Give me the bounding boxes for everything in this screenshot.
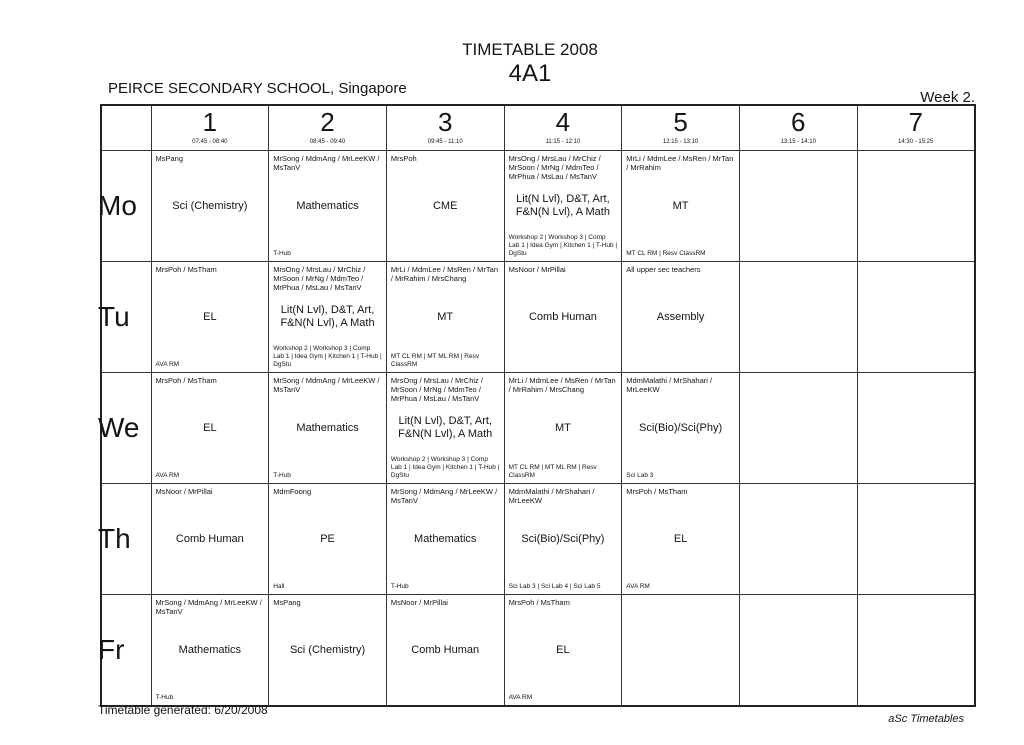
lesson-cell-body [387,595,504,705]
lesson-subject: PE [320,532,335,545]
period-number: 2 [320,107,335,137]
lesson-cell-body [622,373,739,483]
period-number: 3 [437,107,453,137]
lesson-room: T-Hub [273,472,291,479]
lesson-subject: MT [554,421,571,434]
lesson-cell-body [387,484,504,594]
day-row [101,262,975,373]
period-number: 4 [555,107,571,137]
period-time: 13:15 - 14:10 [780,139,816,145]
lesson-subject [861,633,971,667]
lesson-subject: Assembly [656,310,705,323]
day-label-cell [98,262,151,373]
lesson-cell [857,262,975,373]
lesson-cell [857,151,975,262]
lesson-cell [386,484,504,595]
lesson-cell [739,595,857,707]
lesson-subject [861,522,971,556]
lesson-room: MT CL RM | Resv ClassRM [626,250,706,257]
day-label: Tu [98,301,130,332]
lesson-cell-body [740,595,857,705]
lesson-cell-body [858,373,974,483]
period-time: 07:45 - 08:40 [192,139,228,145]
lesson-subject: Lit(N Lvl), D&T, Art, F&N(N Lvl), A Math [515,193,610,218]
lesson-cell-body [858,262,974,372]
lesson-cell [622,484,740,595]
school-name: PEIRCE SECONDARY SCHOOL, Singapore [108,80,407,97]
lesson-subject: Sci(Bio)/Sci(Phy) [521,532,605,545]
lesson-cell [504,262,622,373]
lesson-teachers: MrsPoh / MsTham [155,265,217,274]
lesson-cell [622,262,740,373]
lesson-cell [857,484,975,595]
lesson-cell [504,484,622,595]
period-number: 1 [202,107,218,137]
period-header-7 [857,105,975,151]
lesson-cell-body [269,151,386,261]
generated-date: Timetable generated: 6/20/2008 [98,703,268,717]
day-label: Fr [98,634,125,665]
lesson-cell-body [152,373,269,483]
lesson-cell-body [858,151,974,261]
period-header-2 [269,105,387,151]
lesson-subject: Sci (Chemistry) [172,199,248,212]
lesson-teachers: MrsOng / MrsLau / MrChiz / MrSoon / MrNg / MdmTeo / MrPhua / MsLau / MsTanV [273,265,366,292]
lesson-cell-body [740,262,857,372]
lesson-cell-body [740,151,857,261]
timetable-title: TIMETABLE 2008 [462,40,598,59]
lesson-teachers: MdmMalathi / MrShahari / MrLeeKW [508,487,595,505]
lesson-subject: Comb Human [528,310,597,323]
lesson-cell [857,373,975,484]
lesson-cell [504,151,622,262]
lesson-cell [269,262,387,373]
lesson-cell [151,262,269,373]
lesson-cell [269,595,387,707]
lesson-cell-body [152,484,269,594]
day-row [101,484,975,595]
lesson-cell [386,151,504,262]
day-label: We [98,412,140,443]
lesson-teachers: MsPang [155,154,184,163]
lesson-cell [739,373,857,484]
lesson-subject: Sci(Bio)/Sci(Phy) [639,421,723,434]
lesson-teachers: MdmMalathi / MrShahari / MrLeeKW [626,376,713,394]
lesson-teachers: MrSong / MdmAng / MrLeeKW / MsTanV [273,154,380,172]
day-row [101,151,975,262]
lesson-subject: Mathematics [296,421,359,434]
lesson-cell [151,373,269,484]
lesson-teachers: MrsPoh / MsTham [626,487,688,496]
period-header-6 [739,105,857,151]
lesson-subject: CME [432,199,458,212]
lesson-subject [743,189,854,223]
lesson-room: AVA RM [508,694,533,701]
lesson-cell-body [152,262,269,372]
lesson-cell [622,373,740,484]
lesson-room: AVA RM [155,472,180,479]
lesson-cell-body [269,484,386,594]
period-header-3 [386,105,504,151]
vendor-credit: aSc Timetables [888,713,964,725]
lesson-cell-body [505,262,622,372]
lesson-cell-body [269,373,386,483]
lesson-subject [743,522,854,556]
lesson-subject [743,300,854,334]
lesson-room: AVA RM [155,361,180,368]
period-time: 08:45 - 09:40 [309,139,346,145]
corner-cell [101,105,151,151]
lesson-room: Workshop 2 | Workshop 3 | Comp Lab 1 | Idea Gym | Kitchen 1 | T-Hub | DgStu [508,234,618,257]
week-label: Week 2. [920,89,975,106]
lesson-teachers: MrSong / MdmAng / MrLeeKW / MsTanV [273,376,380,394]
lesson-cell-body [740,484,857,594]
lesson-subject: EL [556,643,570,656]
lesson-subject: Mathematics [296,199,359,212]
lesson-cell [269,373,387,484]
lesson-cell [269,151,387,262]
lesson-room: Workshop 2 | Workshop 3 | Comp Lab 1 | Idea Gym | Kitchen 1 | T-Hub | DgStu [390,456,500,479]
lesson-cell-body [505,484,622,594]
day-label-cell [98,151,151,262]
lesson-room: Sci Lab 3 | Sci Lab 4 | Sci Lab 5 [508,583,601,590]
lesson-cell [739,484,857,595]
lesson-cell [269,484,387,595]
period-time: 11:15 - 12:10 [545,139,581,145]
lesson-cell [739,262,857,373]
lesson-subject: EL [673,532,688,545]
lesson-cell [622,151,740,262]
period-number: 5 [673,107,688,137]
lesson-subject: Lit(N Lvl), D&T, Art, F&N(N Lvl), A Math [280,304,375,329]
lesson-cell [857,595,975,707]
lesson-cell [386,262,504,373]
lesson-teachers: MdmFoong [273,487,312,496]
lesson-subject [625,633,736,667]
lesson-subject: Comb Human [175,532,244,545]
lesson-teachers: MrsPoh / MsTham [508,598,570,607]
lesson-cell [504,595,622,707]
lesson-teachers: MrsPoh / MsTham [155,376,217,385]
lesson-room: AVA RM [626,583,650,590]
day-row [101,373,975,484]
lesson-room: Workshop 2 | Workshop 3 | Comp Lab 1 | Idea Gym | Kitchen 1 | T-Hub | DgStu [273,345,382,368]
lesson-room: T-Hub [155,694,174,701]
period-time: 09:45 - 11:10 [427,139,463,145]
lesson-cell-body [152,151,269,261]
lesson-subject [743,633,854,667]
lesson-room: MT CL RM | MT ML RM | Resv ClassRM [508,464,597,479]
lesson-teachers: All upper sec teachers [626,265,701,274]
day-label: Th [98,523,131,554]
lesson-cell-body [387,151,504,261]
lesson-teachers: MrsOng / MrsLau / MrChiz / MrSoon / MrNg / MdmTeo / MrPhua / MsLau / MsTanV [390,376,483,403]
lesson-cell-body [505,151,622,261]
day-label-cell [98,373,151,484]
day-label-cell [98,484,151,595]
timetable-grid [100,104,976,707]
lesson-subject: Mathematics [414,532,477,545]
lesson-subject: Sci (Chemistry) [289,643,366,656]
lesson-teachers: MrLi / MdmLee / MsRen / MrTan / MrRahim / MrsChang [390,265,498,283]
lesson-cell [151,151,269,262]
lesson-subject [861,300,971,334]
lesson-cell-body [858,595,974,705]
lesson-teachers: MsNoor / MrPillai [508,265,566,274]
lesson-teachers: MrLi / MdmLee / MsRen / MrTan / MrRahim [626,154,734,172]
lesson-cell [622,595,740,707]
lesson-subject [861,411,971,445]
period-number: 7 [908,107,923,137]
lesson-cell-body [740,373,857,483]
lesson-subject: Lit(N Lvl), D&T, Art, F&N(N Lvl), A Math [398,415,493,440]
lesson-cell-body [622,262,739,372]
lesson-cell-body [387,373,504,483]
day-row [101,595,975,707]
lesson-subject: Comb Human [411,643,480,656]
lesson-subject: Mathematics [178,643,242,656]
lesson-cell [151,595,269,707]
lesson-teachers: MsNoor / MrPillai [155,487,213,496]
lesson-cell-body [269,262,386,372]
lesson-teachers: MrLi / MdmLee / MsRen / MrTan / MrRahim / MrsChang [508,376,616,394]
lesson-teachers: MrSong / MdmAng / MrLeeKW / MsTanV [155,598,262,616]
lesson-room: Hall [273,583,285,590]
lesson-cell-body [622,595,739,705]
lesson-cell-body [858,484,974,594]
lesson-cell-body [269,595,386,705]
lesson-subject: EL [203,310,217,323]
lesson-teachers: MrSong / MdmAng / MrLeeKW / MsTanV [390,487,498,505]
lesson-teachers: MrsOng / MrsLau / MrChiz / MrSoon / MrNg / MdmTeo / MrPhua / MsLau / MsTanV [508,154,601,181]
period-number: 6 [791,107,806,137]
period-header-5 [622,105,740,151]
lesson-cell-body [622,151,739,261]
lesson-cell-body [505,373,622,483]
lesson-subject [861,189,971,223]
lesson-teachers: MsNoor / MrPillai [390,598,448,607]
lesson-cell-body [505,595,622,705]
lesson-cell-body [152,595,269,705]
lesson-subject [743,411,854,445]
period-time: 14:30 - 15:25 [898,139,934,145]
lesson-cell [386,373,504,484]
lesson-room: MT CL RM | MT ML RM | Resv ClassRM [390,353,480,368]
day-label-cell [98,595,151,707]
lesson-room: T-Hub [390,583,409,590]
day-label: Mo [98,190,137,221]
period-header-row [101,105,975,151]
lesson-cell [386,595,504,707]
lesson-cell-body [622,484,739,594]
period-header-1 [151,105,269,151]
lesson-subject: MT [672,199,689,212]
lesson-cell-body [387,262,504,372]
lesson-subject: EL [203,421,217,434]
lesson-cell [151,484,269,595]
lesson-teachers: MrsPoh [390,154,417,163]
lesson-subject: MT [437,310,454,323]
lesson-cell [504,373,622,484]
class-name: 4A1 [508,60,552,87]
period-time: 12:15 - 13:10 [662,139,699,145]
lesson-cell [739,151,857,262]
lesson-room: T-Hub [273,250,291,257]
lesson-teachers: MsPang [273,598,301,607]
period-header-4 [504,105,622,151]
lesson-room: Sci Lab 3 [626,472,654,479]
